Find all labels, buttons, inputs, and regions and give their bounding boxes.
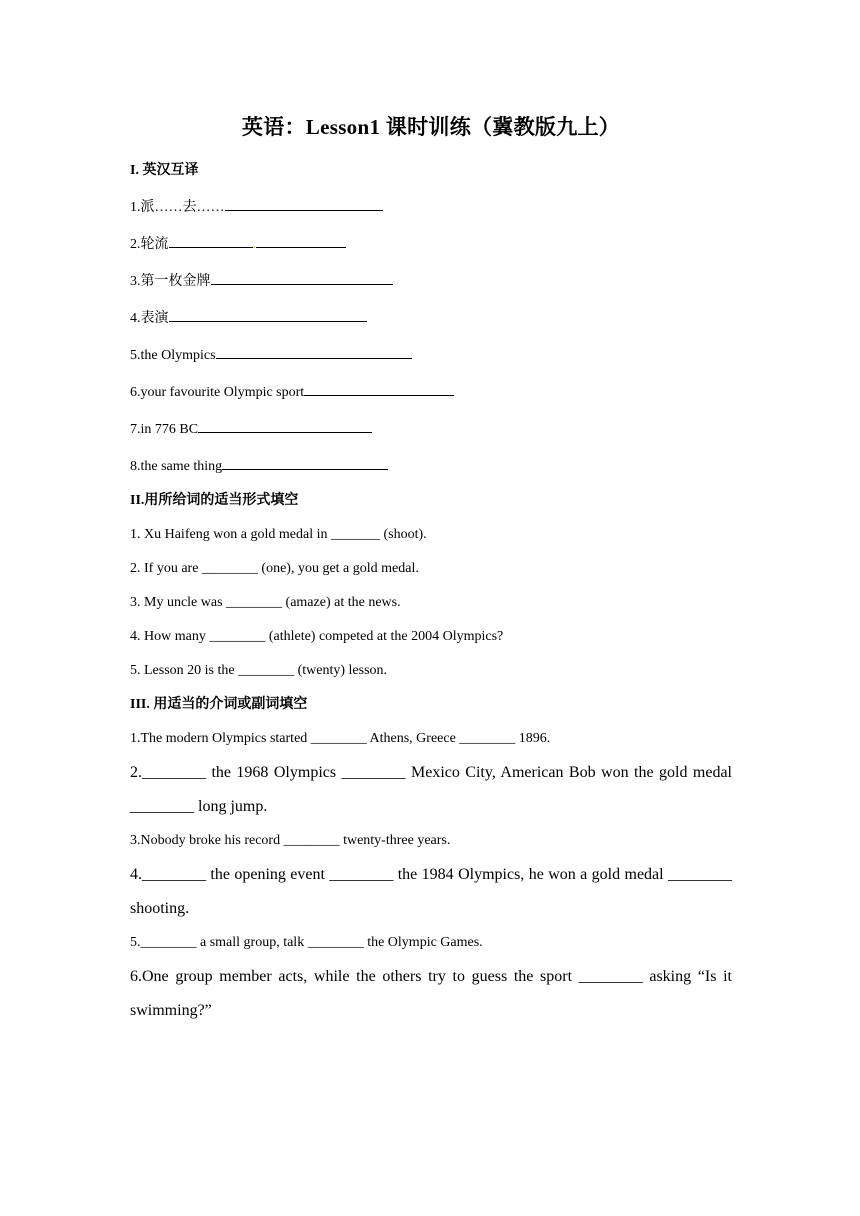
- section-1-heading: I. 英汉互译: [130, 163, 199, 178]
- translation-item-5: 5.the Olympics: [130, 336, 732, 373]
- answer-blank: [256, 232, 346, 248]
- translation-item-1: 1.派……去……: [130, 188, 732, 225]
- word-form-item-1: 1. Xu Haifeng won a gold medal in _______ (shoot).: [130, 527, 427, 542]
- item-line: 2.________ the 1968 Olympics ________ Mexico City, American Bob won the gold medal: [130, 764, 732, 781]
- preposition-item-2: [130, 756, 732, 824]
- translation-item-4: 4.表演: [130, 299, 732, 336]
- section-3-heading: III. 用适当的介词或副词填空: [130, 697, 308, 712]
- answer-blank: [304, 380, 454, 396]
- item-line: shooting.: [130, 900, 190, 917]
- translation-item-8: 8.the same thing: [130, 447, 732, 484]
- answer-blank: [222, 454, 388, 470]
- document-page: [130, 112, 732, 1028]
- answer-blank: [169, 306, 367, 322]
- translation-item-2: 2.轮流 .: [130, 225, 732, 262]
- preposition-item-5: 5.________ a small group, talk ________ the Olympic Games.: [130, 935, 483, 950]
- translation-item-7: 7.in 776 BC: [130, 410, 732, 447]
- item-line: ________ long jump.: [130, 798, 268, 815]
- translation-item-6: 6.your favourite Olympic sport: [130, 373, 732, 410]
- item-line: 4.________ the opening event ________ the 1984 Olympics, he won a gold medal ________: [130, 866, 732, 883]
- answer-blank: [225, 195, 383, 211]
- answer-blank: [169, 232, 253, 248]
- preposition-item-3: 3.Nobody broke his record ________ twenty-three years.: [130, 833, 451, 848]
- answer-blank: [216, 343, 412, 359]
- word-form-item-3: 3. My uncle was ________ (amaze) at the news.: [130, 595, 401, 610]
- item-line: 6.One group member acts, while the others try to guess the sport ________ asking “Is it: [130, 968, 732, 985]
- item-line: swimming?”: [130, 1002, 212, 1019]
- mark-dot: .: [252, 237, 256, 252]
- page-title: 英语：Lesson1 课时训练（冀教版九上）: [241, 115, 621, 139]
- translation-item-3: 3.第一枚金牌: [130, 262, 732, 299]
- word-form-item-2: 2. If you are ________ (one), you get a gold medal.: [130, 561, 419, 576]
- preposition-item-4: [130, 858, 732, 926]
- section-2-heading: II.用所给词的适当形式填空: [130, 493, 299, 508]
- word-form-item-4: 4. How many ________ (athlete) competed at the 2004 Olympics?: [130, 629, 504, 644]
- word-form-item-5: 5. Lesson 20 is the ________ (twenty) lesson.: [130, 663, 388, 678]
- preposition-item-6: [130, 960, 732, 1028]
- answer-blank: [198, 417, 372, 433]
- answer-blank: [211, 269, 393, 285]
- preposition-item-1: 1.The modern Olympics started ________ Athens, Greece ________ 1896.: [130, 731, 551, 746]
